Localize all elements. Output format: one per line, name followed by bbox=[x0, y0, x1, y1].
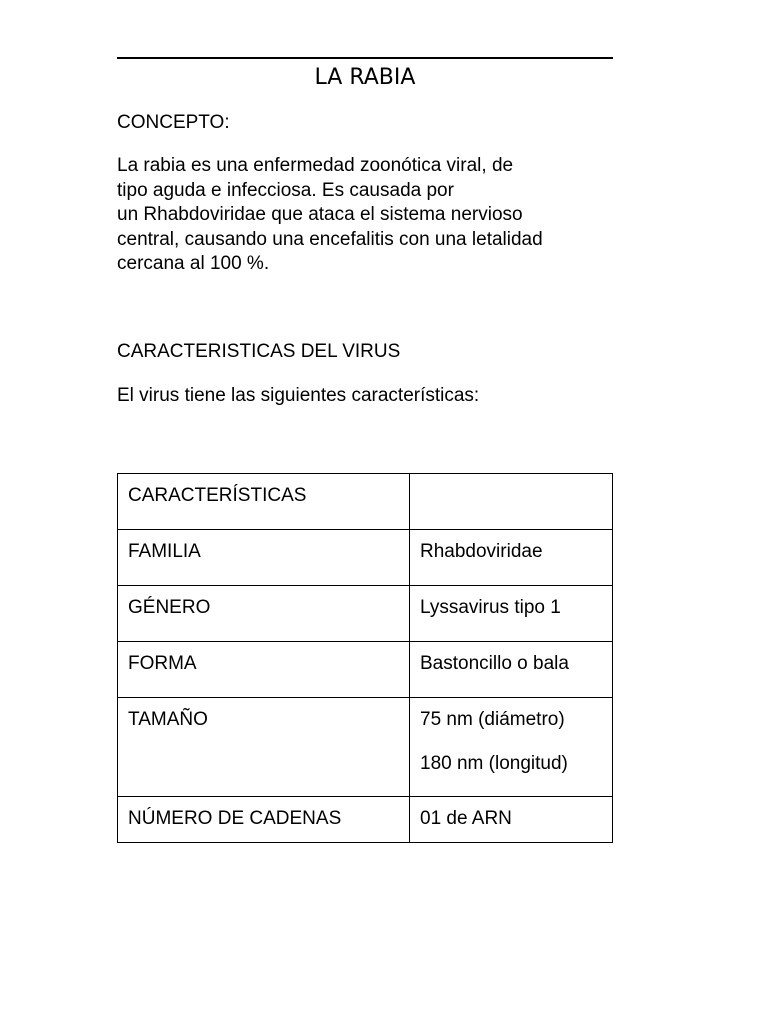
table-cell-label: FORMA bbox=[118, 642, 410, 698]
virus-characteristics-heading: CARACTERISTICAS DEL VIRUS bbox=[117, 341, 401, 362]
table-cell-value: Bastoncillo o bala bbox=[410, 642, 613, 698]
table-cell-value: Lyssavirus tipo 1 bbox=[410, 586, 613, 642]
table-cell-value bbox=[410, 474, 613, 530]
concept-line: La rabia es una enfermedad zoonótica viral, de bbox=[117, 155, 514, 176]
table-cell-label: GÉNERO bbox=[118, 586, 410, 642]
concept-heading: CONCEPTO: bbox=[117, 112, 230, 133]
table-row bbox=[118, 797, 613, 843]
table-cell-value: Rhabdoviridae bbox=[410, 530, 613, 586]
table-cell-label: TAMAÑO bbox=[118, 698, 410, 797]
table-cell-label: NÚMERO DE CADENAS bbox=[118, 797, 410, 843]
concept-paragraph bbox=[117, 154, 617, 277]
table-row bbox=[118, 586, 613, 642]
virus-intro-text: El virus tiene las siguientes características: bbox=[117, 385, 480, 406]
table-cell-label: FAMILIA bbox=[118, 530, 410, 586]
concept-line: cercana al 100 %. bbox=[117, 253, 270, 274]
concept-line: tipo aguda e infecciosa. Es causada por bbox=[117, 179, 454, 201]
table-row bbox=[118, 698, 613, 797]
header-rule bbox=[117, 57, 613, 59]
document-title: LA RABIA bbox=[314, 65, 416, 90]
table-row bbox=[118, 474, 613, 530]
concept-line: central, causando una encefalitis con una letalidad bbox=[117, 228, 543, 250]
table-cell-label: CARACTERÍSTICAS bbox=[118, 474, 410, 530]
table-cell-value: 01 de ARN bbox=[410, 797, 613, 843]
table-row bbox=[118, 530, 613, 586]
table-cell-value: 75 nm (diámetro) 180 nm (longitud) bbox=[410, 698, 613, 797]
virus-characteristics-table bbox=[117, 473, 613, 843]
table-row bbox=[118, 642, 613, 698]
concept-line: un Rhabdoviridae que ataca el sistema nervioso bbox=[117, 204, 523, 225]
